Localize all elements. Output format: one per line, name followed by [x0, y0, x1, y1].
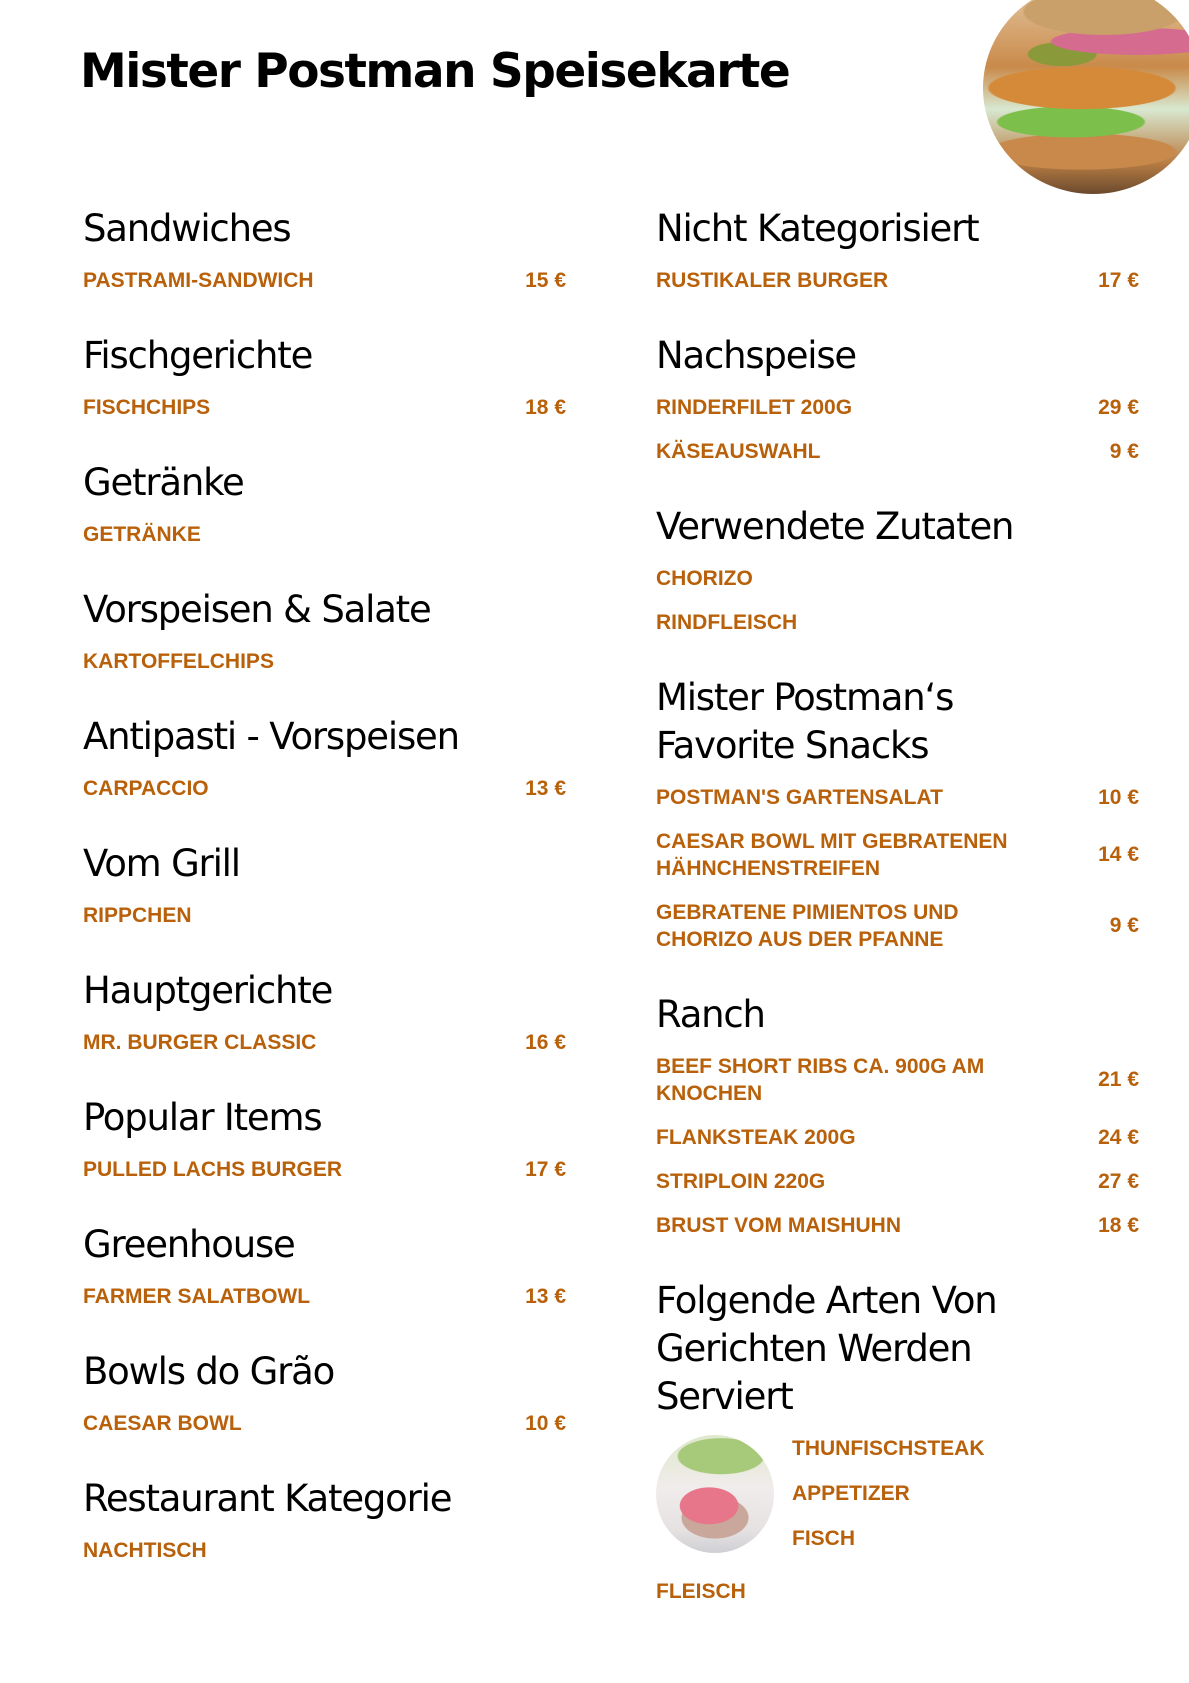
- section-title: Nicht Kategorisiert: [656, 207, 979, 250]
- item-name: STRIPLOIN 220G: [656, 1170, 826, 1193]
- served-block: [656, 1435, 1139, 1570]
- section-popular-items: [83, 1094, 566, 1183]
- section-title: Mister Postman‘s Favorite Snacks: [656, 676, 954, 767]
- item-price: 10 €: [525, 1411, 566, 1435]
- menu-item[interactable]: [656, 1212, 1139, 1239]
- section-served-dish-types: [656, 1277, 1139, 1605]
- item-name: PASTRAMI-SANDWICH: [83, 269, 314, 292]
- menu-item[interactable]: [656, 394, 1139, 421]
- section-getraenke: [83, 459, 566, 548]
- section-title: Ranch: [656, 993, 765, 1036]
- item-name: GEBRATENE PIMIENTOS UND CHORIZO AUS DER PFANNE: [656, 901, 959, 951]
- menu-item[interactable]: [83, 902, 566, 929]
- item-name: RUSTIKALER BURGER: [656, 269, 889, 292]
- item-name: RINDERFILET 200G: [656, 396, 853, 419]
- section-title: Popular Items: [83, 1096, 322, 1139]
- menu-item[interactable]: [656, 267, 1139, 294]
- menu-item[interactable]: [656, 1053, 1139, 1107]
- menu-item[interactable]: [656, 899, 1139, 953]
- item-price: 17 €: [1098, 268, 1139, 292]
- right-column: [656, 205, 1139, 1643]
- menu-item[interactable]: [656, 828, 1139, 882]
- item-name: MR. BURGER CLASSIC: [83, 1031, 317, 1054]
- section-title: Verwendete Zutaten: [656, 505, 1014, 548]
- item-name: FLANKSTEAK 200G: [656, 1126, 856, 1149]
- burger-image: [983, 0, 1189, 194]
- tuna-steak-image: [656, 1435, 774, 1553]
- section-title: Folgende Arten Von Gerichten Werden Serviert: [656, 1279, 997, 1418]
- menu-item[interactable]: [83, 521, 566, 548]
- section-title: Antipasti - Vorspeisen: [83, 715, 459, 758]
- menu-item[interactable]: [83, 648, 566, 675]
- item-price: 15 €: [525, 268, 566, 292]
- page-title: Mister Postman Speisekarte: [80, 44, 790, 99]
- menu-item[interactable]: [656, 784, 1139, 811]
- section-favorite-snacks: [656, 674, 1139, 953]
- menu-item[interactable]: [656, 438, 1139, 465]
- menu-item[interactable]: [83, 1410, 566, 1437]
- section-title: Getränke: [83, 461, 244, 504]
- item-price: 29 €: [1098, 395, 1139, 419]
- section-title: Restaurant Kategorie: [83, 1477, 452, 1520]
- item-name: PULLED LACHS BURGER: [83, 1158, 343, 1181]
- item-price: 9 €: [1109, 439, 1139, 463]
- menu-item[interactable]: [656, 565, 1139, 592]
- section-vorspeisen-salate: [83, 586, 566, 675]
- menu-item[interactable]: [83, 394, 566, 421]
- item-price: 13 €: [525, 1284, 566, 1308]
- served-item[interactable]: FLEISCH: [656, 1580, 746, 1603]
- menu-item[interactable]: [656, 1168, 1139, 1195]
- item-price: 18 €: [1098, 1213, 1139, 1237]
- item-name: RINDFLEISCH: [656, 611, 798, 634]
- item-price: 17 €: [525, 1157, 566, 1181]
- section-title: Greenhouse: [83, 1223, 295, 1266]
- menu-item[interactable]: [83, 1537, 566, 1564]
- section-nachspeise: [656, 332, 1139, 465]
- section-fischgerichte: [83, 332, 566, 421]
- section-hauptgerichte: [83, 967, 566, 1056]
- section-title: Bowls do Grão: [83, 1350, 335, 1393]
- item-price: 24 €: [1098, 1125, 1139, 1149]
- item-price: 10 €: [1098, 785, 1139, 809]
- item-price: 14 €: [1098, 843, 1139, 866]
- section-nicht-kategorisiert: [656, 205, 1139, 294]
- section-antipasti: [83, 713, 566, 802]
- item-price: 13 €: [525, 776, 566, 800]
- section-title: Hauptgerichte: [83, 969, 333, 1012]
- menu-item[interactable]: [83, 775, 566, 802]
- item-price: 16 €: [525, 1030, 566, 1054]
- menu-item[interactable]: [656, 1124, 1139, 1151]
- section-greenhouse: [83, 1221, 566, 1310]
- section-sandwiches: [83, 205, 566, 294]
- item-price: 27 €: [1098, 1169, 1139, 1193]
- section-title: Nachspeise: [656, 334, 856, 377]
- item-name: BEEF SHORT RIBS CA. 900G AM KNOCHEN: [656, 1055, 985, 1105]
- section-title: Sandwiches: [83, 207, 291, 250]
- section-restaurant-kategorie: [83, 1475, 566, 1564]
- item-name: GETRÄNKE: [83, 523, 201, 546]
- item-price: 18 €: [525, 395, 566, 419]
- section-title: Vom Grill: [83, 842, 240, 885]
- section-title: Vorspeisen & Salate: [83, 588, 431, 631]
- served-item[interactable]: APPETIZER: [792, 1482, 910, 1505]
- item-name: BRUST VOM MAISHUHN: [656, 1214, 901, 1237]
- item-name: NACHTISCH: [83, 1539, 207, 1562]
- section-bowls-do-grao: [83, 1348, 566, 1437]
- menu-item[interactable]: [83, 267, 566, 294]
- item-name: FARMER SALATBOWL: [83, 1285, 311, 1308]
- item-name: CHORIZO: [656, 567, 753, 590]
- item-price: 9 €: [1109, 914, 1139, 937]
- item-name: RIPPCHEN: [83, 904, 192, 927]
- item-price: 21 €: [1098, 1068, 1139, 1091]
- menu-item[interactable]: [83, 1156, 566, 1183]
- item-name: POSTMAN'S GARTENSALAT: [656, 786, 943, 809]
- item-name: KARTOFFELCHIPS: [83, 650, 274, 673]
- left-column: [83, 205, 566, 1602]
- menu-item[interactable]: [83, 1283, 566, 1310]
- item-name: CARPACCIO: [83, 777, 209, 800]
- item-name: CAESAR BOWL MIT GEBRATENEN HÄHNCHENSTREIFEN: [656, 830, 1008, 880]
- item-name: FISCHCHIPS: [83, 396, 211, 419]
- served-item[interactable]: FISCH: [792, 1527, 855, 1550]
- section-title: Fischgerichte: [83, 334, 313, 377]
- served-items: [792, 1435, 985, 1570]
- item-name: KÄSEAUSWAHL: [656, 440, 821, 463]
- menu-item[interactable]: [656, 609, 1139, 636]
- section-verwendete-zutaten: [656, 503, 1139, 636]
- section-ranch: [656, 991, 1139, 1239]
- item-name: CAESAR BOWL: [83, 1412, 242, 1435]
- menu-item[interactable]: [83, 1029, 566, 1056]
- served-item[interactable]: THUNFISCHSTEAK: [792, 1437, 985, 1460]
- section-vom-grill: [83, 840, 566, 929]
